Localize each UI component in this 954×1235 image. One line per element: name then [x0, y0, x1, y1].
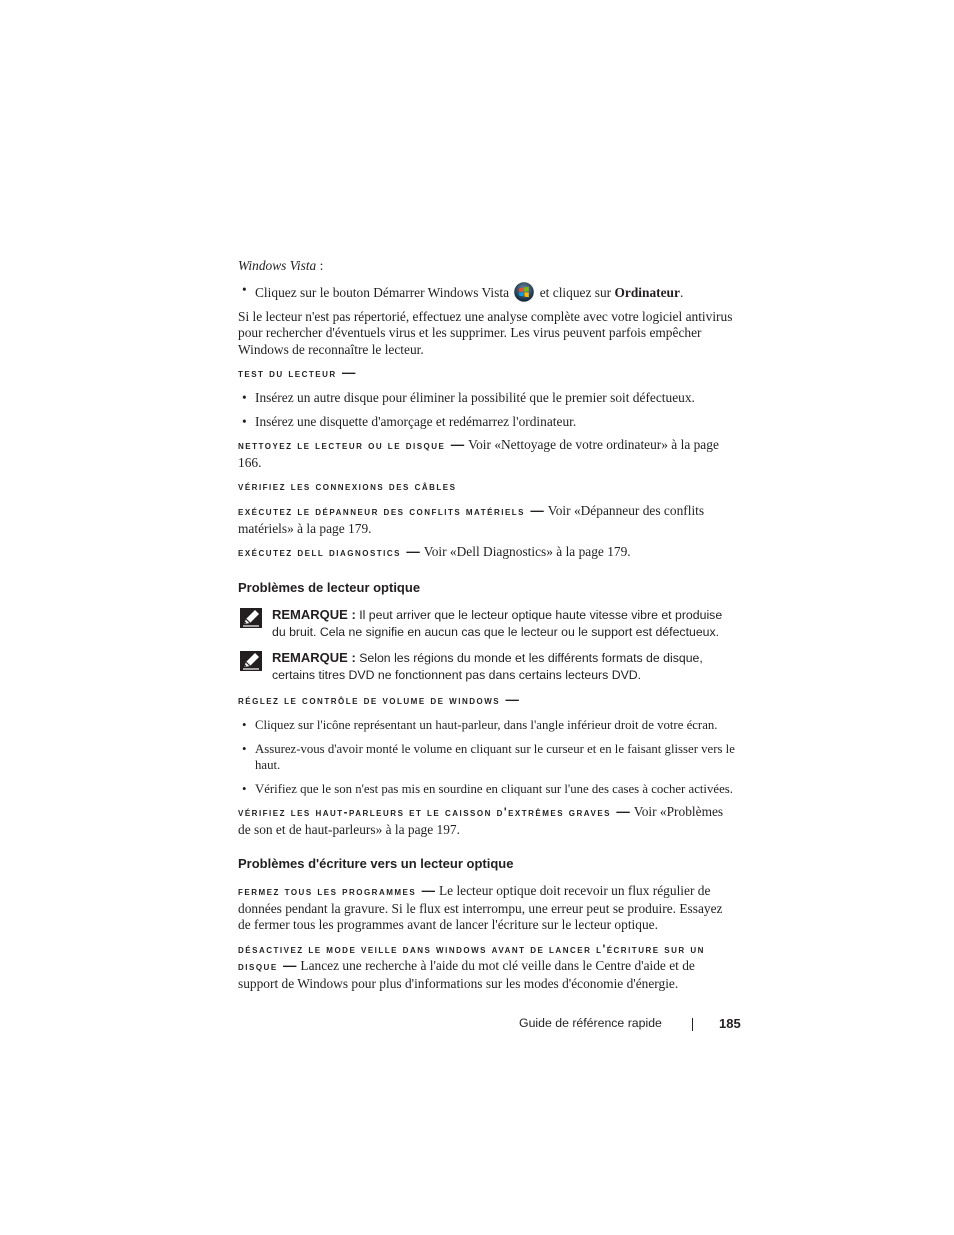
- sleep-mode-paragraph: désactivez le mode veille dans windows avant de lancer l'écriture sur un disque — Lancez une recherche à l'aide du mot clé veille dans le Centre d'aide et de support de Windows pour plus d'informations sur les modes d'économie d'énergie.: [238, 943, 705, 992]
- writing-title: Problèmes d'écriture vers un lecteur optique: [238, 856, 514, 872]
- note-vibration: REMARQUE : Il peut arriver que le lecteur optique haute vitesse vibre et produise du bruit. Cela ne signifie en aucun cas que le lecteur ou le support est défectueux.: [238, 606, 738, 641]
- close-programs-paragraph: fermez tous les programmes — Le lecteur optique doit recevoir un flux régulier de données pendant la gravure. Si le flux est interrompu, une erreur peut se produire. Essayez de fermer tous les programmes avant de lancer l'écriture sur le lecteur optique.: [238, 883, 723, 933]
- page-content: [238, 258, 738, 1000]
- guide-title: Guide de référence rapide: [519, 1016, 662, 1030]
- note-pencil-icon: [240, 651, 262, 671]
- test-list: [238, 390, 738, 430]
- page-number: 185: [719, 1016, 741, 1031]
- footer-divider: [692, 1018, 693, 1031]
- clean-paragraph: nettoyez le lecteur ou le disque — Voir «Nettoyage de votre ordinateur» à la page 166.: [238, 437, 719, 470]
- list-item: • Insérez un autre disque pour éliminer la possibilité que le premier soit défectueux.: [238, 390, 738, 407]
- list-item: • Cliquez sur le bouton Démarrer Windows Vista et cliquez sur Ordinateur.: [238, 282, 738, 302]
- volume-heading: réglez le contrôle de volume de windows —: [238, 692, 519, 708]
- list-item: • Vérifiez que le son n'est pas mis en sourdine en cliquant sur l'une des cases à cocher activées.: [238, 781, 738, 798]
- troubleshooter-paragraph: exécutez le dépanneur des conflits matériels — Voir «Dépanneur des conflits matériels» à la page 179.: [238, 502, 705, 536]
- page-footer: [519, 1016, 741, 1031]
- note-dvd-regions: REMARQUE : Selon les régions du monde et les différents formats de disque, certains titres DVD ne fonctionnent pas dans certains lecteurs DVD.: [238, 649, 738, 684]
- note-pencil-icon: [240, 608, 262, 628]
- vista-list: [238, 282, 738, 302]
- list-item: • Cliquez sur l'icône représentant un haut-parleur, dans l'angle inférieur droit de votre écran.: [238, 717, 738, 734]
- speakers-paragraph: vérifiez les haut-parleurs et le caisson d'extrêmes graves — Voir «Problèmes de son et de haut-parleurs» à la page 197.: [238, 804, 724, 837]
- os-label: Windows Vista :: [238, 258, 324, 273]
- antivirus-paragraph: Si le lecteur n'est pas répertorié, effectuez une analyse complète avec votre logiciel antivirus pour rechercher d'éventuels virus et les supprimer. Les virus peuvent parfois empêcher Windows de reconnaître le lecteur.: [238, 308, 733, 357]
- verify-cables-heading: vérifiez les connexions des câbles: [238, 481, 457, 494]
- list-item: • Insérez une disquette d'amorçage et redémarrez l'ordinateur.: [238, 414, 738, 431]
- test-heading: test du lecteur —: [238, 365, 356, 381]
- windows-start-orb-icon: [514, 282, 534, 302]
- list-item: • Assurez-vous d'avoir monté le volume en cliquant sur le curseur et en le faisant glisser vers le haut.: [238, 741, 738, 774]
- optical-title: Problèmes de lecteur optique: [238, 579, 421, 595]
- diagnostics-paragraph: exécutez dell diagnostics — Voir «Dell Diagnostics» à la page 179.: [238, 544, 631, 560]
- volume-list: [238, 717, 738, 797]
